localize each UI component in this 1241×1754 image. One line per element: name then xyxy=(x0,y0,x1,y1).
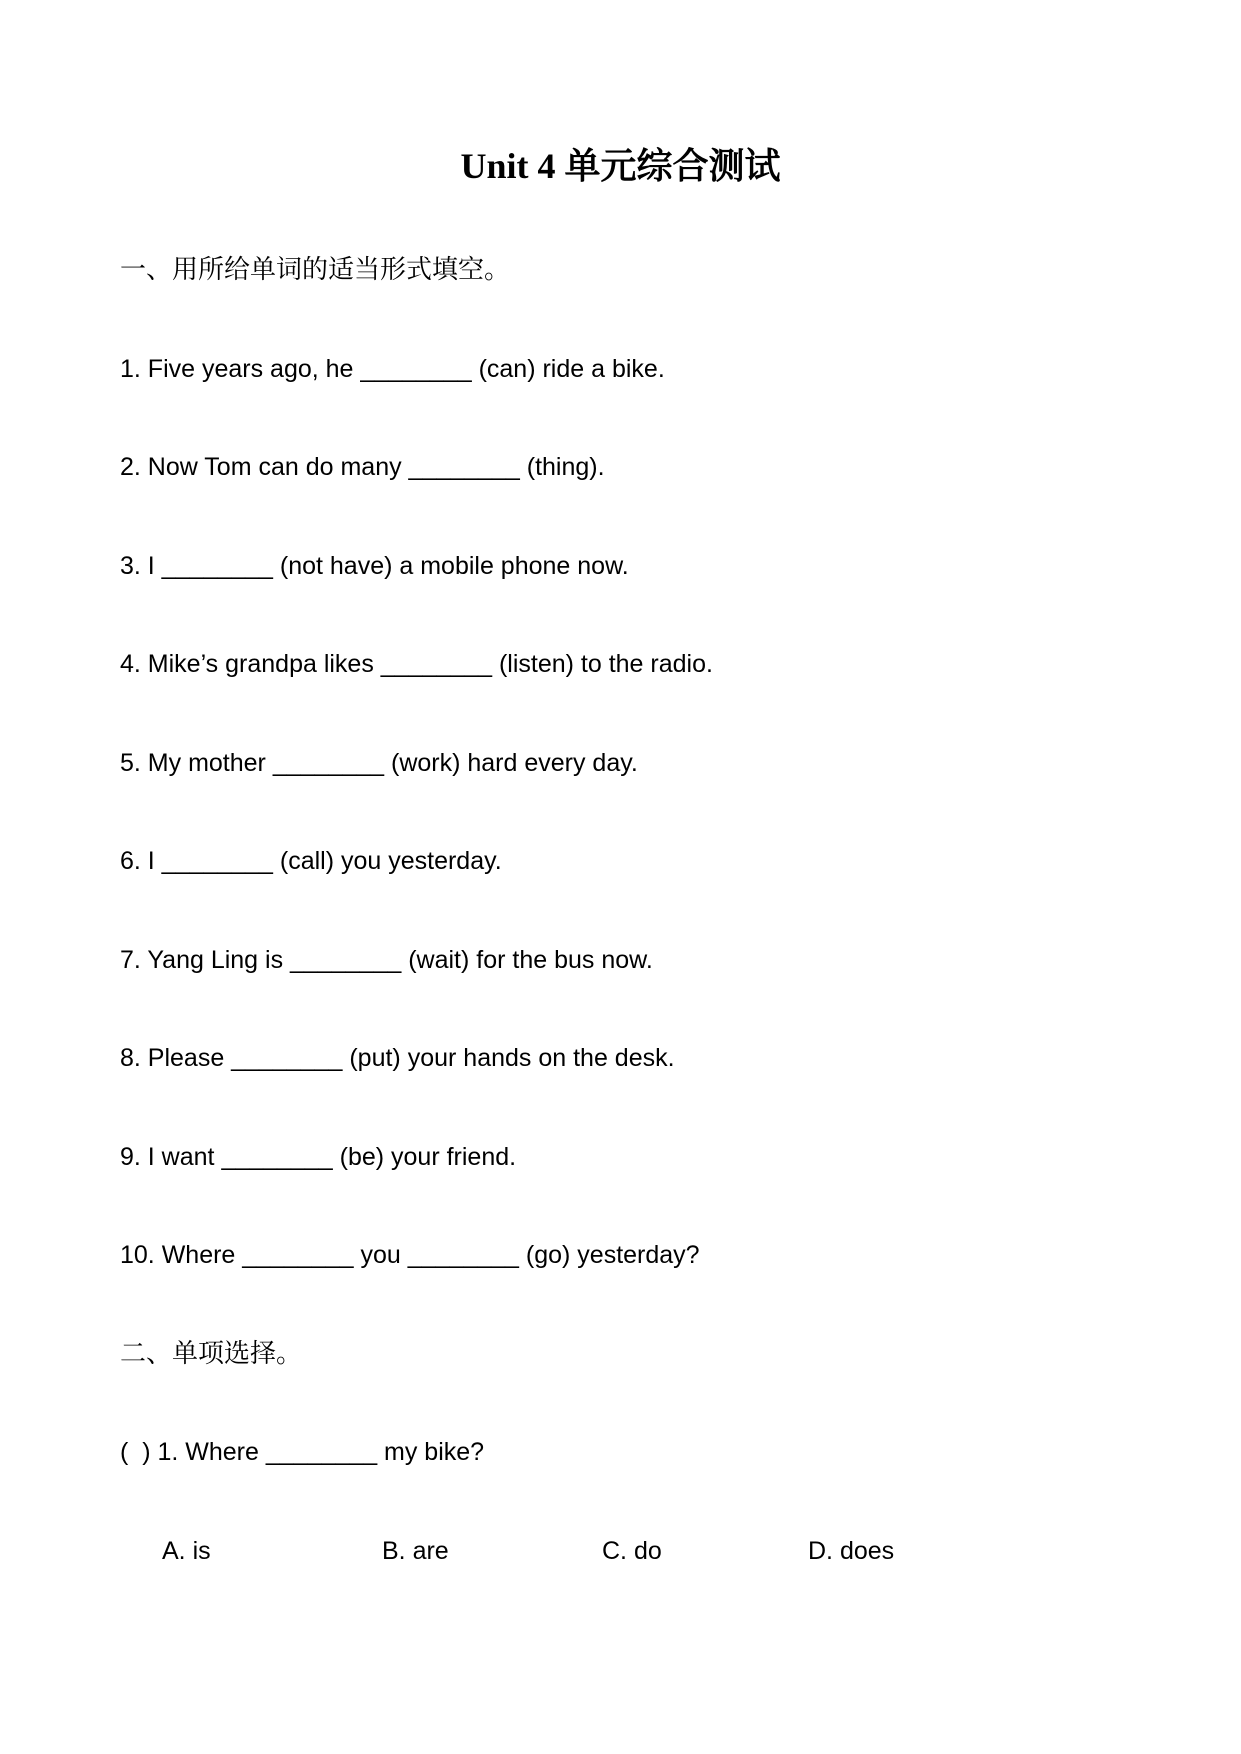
question-item: 4. Mike’s grandpa likes ________ (listen) to the radio. xyxy=(120,650,713,678)
question-item: 10. Where ________ you ________ (go) yesterday? xyxy=(120,1241,700,1269)
question-item: 7. Yang Ling is ________ (wait) for the bus now. xyxy=(120,946,653,974)
page-title: Unit 4 单元综合测试 xyxy=(460,146,781,186)
question-item: 6. I ________ (call) you yesterday. xyxy=(120,847,502,875)
choice-option-b: B. are xyxy=(382,1537,449,1565)
question-item: 2. Now Tom can do many ________ (thing). xyxy=(120,453,605,481)
choice-option-d: D. does xyxy=(808,1537,895,1565)
choice-option-a: A. is xyxy=(162,1537,211,1565)
choice-option-c: C. do xyxy=(602,1537,662,1565)
question-item: 8. Please ________ (put) your hands on the desk. xyxy=(120,1044,675,1072)
section-heading-fill-blank: 一、用所给单词的适当形式填空。 xyxy=(120,255,511,285)
question-item: 5. My mother ________ (work) hard every day. xyxy=(120,749,638,777)
section-heading-multiple-choice: 二、单项选择。 xyxy=(120,1339,303,1369)
choice-question-stem: ( ) 1. Where ________ my bike? xyxy=(120,1438,485,1466)
question-item: 1. Five years ago, he ________ (can) ride a bike. xyxy=(120,355,665,383)
question-item: 9. I want ________ (be) your friend. xyxy=(120,1143,517,1171)
question-item: 3. I ________ (not have) a mobile phone now. xyxy=(120,552,629,580)
